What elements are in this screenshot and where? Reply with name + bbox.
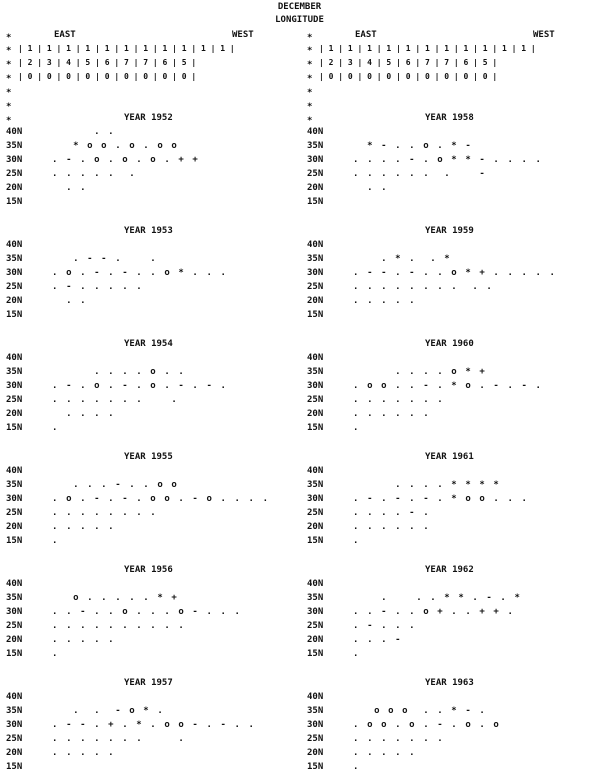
latitude-label: 25N	[6, 734, 23, 744]
longitude-row-tens: | 2 | 3 | 4 | 5 | 6 | 7 | 7 | 6 | 5 |	[18, 58, 197, 67]
west-label: WEST	[232, 30, 254, 40]
east-label: EAST	[355, 30, 377, 40]
header-star: *	[307, 60, 313, 70]
year-title: YEAR 1958	[425, 113, 474, 123]
data-row: . . - o * .	[38, 706, 165, 716]
data-row: . - - . .	[38, 254, 158, 264]
latitude-label: 40N	[6, 127, 23, 137]
data-row: . - . o . - . o . - . - .	[38, 381, 228, 391]
data-row: .	[38, 423, 60, 433]
data-row: . o o . o . - . o . o	[339, 720, 501, 730]
latitude-label: 20N	[307, 748, 324, 758]
month-title: DECEMBER	[277, 2, 322, 12]
header-star: *	[6, 102, 12, 112]
data-row: . . . . . .	[339, 409, 431, 419]
latitude-label: 15N	[6, 762, 23, 772]
latitude-label: 40N	[6, 240, 23, 250]
latitude-label: 35N	[6, 480, 23, 490]
header-star: *	[6, 46, 12, 56]
longitude-row-units: | 0 | 0 | 0 | 0 | 0 | 0 | 0 | 0 | 0 |	[18, 72, 197, 81]
latitude-label: 20N	[307, 296, 324, 306]
year-title: YEAR 1962	[425, 565, 474, 575]
latitude-label: 30N	[307, 720, 324, 730]
data-row: . - . o . o . o . + +	[38, 155, 200, 165]
data-row: . .	[339, 183, 389, 193]
latitude-label: 15N	[6, 197, 23, 207]
latitude-label: 25N	[6, 169, 23, 179]
latitude-label: 35N	[6, 254, 23, 264]
header-star: *	[307, 102, 313, 112]
latitude-label: 35N	[307, 141, 324, 151]
latitude-label: 15N	[6, 310, 23, 320]
latitude-label: 30N	[307, 381, 324, 391]
data-row: . - - . + . * . o o - . - . .	[38, 720, 256, 730]
year-title: YEAR 1954	[124, 339, 173, 349]
year-title: YEAR 1961	[425, 452, 474, 462]
latitude-label: 40N	[307, 240, 324, 250]
latitude-label: 25N	[6, 508, 23, 518]
data-row: .	[339, 536, 361, 546]
latitude-label: 25N	[307, 734, 324, 744]
right-column	[301, 0, 599, 775]
latitude-label: 25N	[307, 621, 324, 631]
header-star: *	[307, 74, 313, 84]
latitude-label: 15N	[307, 197, 324, 207]
latitude-label: 40N	[307, 353, 324, 363]
latitude-label: 15N	[307, 536, 324, 546]
latitude-label: 35N	[307, 480, 324, 490]
latitude-label: 20N	[307, 183, 324, 193]
data-row: . . . - . . o o	[38, 480, 179, 490]
latitude-label: 15N	[307, 423, 324, 433]
latitude-label: 20N	[6, 522, 23, 532]
latitude-label: 20N	[307, 409, 324, 419]
header-star: *	[6, 88, 12, 98]
latitude-label: 40N	[307, 579, 324, 589]
data-row: * o o . o . o o	[38, 141, 179, 151]
latitude-label: 35N	[307, 367, 324, 377]
year-title: YEAR 1952	[124, 113, 173, 123]
data-row: . . . .	[38, 409, 116, 419]
axis-title: LONGITUDE	[275, 15, 324, 25]
latitude-label: 15N	[6, 423, 23, 433]
header-star: *	[307, 46, 313, 56]
data-row: . . . -	[339, 635, 403, 645]
east-label: EAST	[54, 30, 76, 40]
latitude-label: 30N	[307, 268, 324, 278]
latitude-label: 40N	[6, 692, 23, 702]
data-row: . . . . . .	[38, 169, 137, 179]
latitude-label: 30N	[6, 155, 23, 165]
header-star: *	[6, 74, 12, 84]
data-row: . . . . . . .	[339, 395, 445, 405]
data-row: . . . . .	[339, 296, 417, 306]
latitude-label: 35N	[6, 141, 23, 151]
latitude-label: 20N	[307, 522, 324, 532]
year-title: YEAR 1953	[124, 226, 173, 236]
longitude-row-hundreds: | 1 | 1 | 1 | 1 | 1 | 1 | 1 | 1 | 1 | 1 | 1 |	[18, 44, 235, 53]
data-row: . . . . . . . -	[339, 169, 487, 179]
data-row: * - . . o . * -	[339, 141, 473, 151]
data-row: . o o . . - . * o . - . - .	[339, 381, 543, 391]
latitude-label: 40N	[307, 692, 324, 702]
latitude-label: 40N	[6, 579, 23, 589]
latitude-label: 40N	[6, 466, 23, 476]
data-row: . . . . . . .	[339, 734, 445, 744]
data-row: . - . . . . .	[38, 282, 144, 292]
latitude-label: 40N	[307, 466, 324, 476]
data-row: . . . . .	[38, 635, 116, 645]
data-row: . . . * * . - . *	[339, 593, 522, 603]
latitude-label: 30N	[307, 607, 324, 617]
latitude-label: 20N	[6, 183, 23, 193]
latitude-label: 35N	[307, 706, 324, 716]
longitude-row-units: | 0 | 0 | 0 | 0 | 0 | 0 | 0 | 0 | 0 |	[319, 72, 498, 81]
left-column	[0, 0, 299, 775]
header-star: *	[307, 88, 313, 98]
data-row: .	[38, 536, 60, 546]
data-row: . . . . . .	[339, 522, 431, 532]
data-row: . . . . o . .	[38, 367, 186, 377]
latitude-label: 30N	[307, 494, 324, 504]
latitude-label: 25N	[307, 282, 324, 292]
data-row: . . . . - .	[339, 508, 431, 518]
data-row: . . . . o * +	[339, 367, 487, 377]
data-row: . - . - . - . * o o . . .	[339, 494, 529, 504]
latitude-label: 40N	[307, 127, 324, 137]
data-row: . .	[38, 296, 88, 306]
latitude-label: 15N	[307, 649, 324, 659]
data-row: .	[38, 649, 60, 659]
data-row: .	[339, 762, 361, 772]
latitude-label: 25N	[307, 169, 324, 179]
latitude-label: 35N	[6, 367, 23, 377]
latitude-label: 15N	[307, 762, 324, 772]
latitude-label: 30N	[6, 494, 23, 504]
longitude-row-hundreds: | 1 | 1 | 1 | 1 | 1 | 1 | 1 | 1 | 1 | 1 | 1 |	[319, 44, 536, 53]
data-row: . . . . .	[38, 748, 116, 758]
year-title: YEAR 1955	[124, 452, 173, 462]
latitude-label: 35N	[307, 254, 324, 264]
data-row: . . . . * * * *	[339, 480, 501, 490]
latitude-label: 35N	[6, 593, 23, 603]
latitude-label: 25N	[6, 282, 23, 292]
header-star: *	[6, 60, 12, 70]
west-label: WEST	[533, 30, 555, 40]
data-row: . . . . - . o * * - . . . .	[339, 155, 543, 165]
year-title: YEAR 1963	[425, 678, 474, 688]
latitude-label: 25N	[6, 621, 23, 631]
latitude-label: 20N	[6, 748, 23, 758]
latitude-label: 20N	[6, 635, 23, 645]
data-row: . . - . . o + . . + + .	[339, 607, 515, 617]
latitude-label: 20N	[307, 635, 324, 645]
data-row: o o o . . * - .	[339, 706, 487, 716]
data-row: o . . . . . * +	[38, 593, 179, 603]
data-row: . * . . *	[339, 254, 452, 264]
data-row: . . . . . . . .	[38, 508, 158, 518]
data-row: . . . . .	[38, 522, 116, 532]
latitude-label: 40N	[6, 353, 23, 363]
data-row: . - - . - . . o * + . . . . .	[339, 268, 557, 278]
data-row: . . - . . o . . . o - . . .	[38, 607, 242, 617]
latitude-label: 15N	[6, 536, 23, 546]
latitude-label: 35N	[307, 593, 324, 603]
latitude-label: 30N	[6, 381, 23, 391]
latitude-label: 30N	[307, 155, 324, 165]
latitude-label: 30N	[6, 607, 23, 617]
data-row: .	[339, 423, 361, 433]
data-row: . o . - . - . . o * . . .	[38, 268, 228, 278]
data-row: . .	[38, 183, 88, 193]
data-row: . . . . . . . . . .	[38, 621, 186, 631]
year-title: YEAR 1960	[425, 339, 474, 349]
latitude-label: 15N	[307, 310, 324, 320]
header-star: *	[307, 116, 313, 126]
latitude-label: 20N	[6, 409, 23, 419]
data-row: . .	[38, 127, 116, 137]
latitude-label: 15N	[6, 649, 23, 659]
latitude-label: 25N	[307, 395, 324, 405]
header-star: *	[307, 33, 313, 43]
latitude-label: 25N	[307, 508, 324, 518]
latitude-label: 30N	[6, 268, 23, 278]
header-star: *	[6, 116, 12, 126]
data-row: . - . . .	[339, 621, 417, 631]
data-row: . . . . . . . . . .	[339, 282, 494, 292]
year-title: YEAR 1959	[425, 226, 474, 236]
latitude-label: 35N	[6, 706, 23, 716]
data-row: . . . . . . . .	[38, 395, 179, 405]
year-title: YEAR 1956	[124, 565, 173, 575]
longitude-row-tens: | 2 | 3 | 4 | 5 | 6 | 7 | 7 | 6 | 5 |	[319, 58, 498, 67]
data-row: . . . . .	[339, 748, 417, 758]
latitude-label: 25N	[6, 395, 23, 405]
latitude-label: 20N	[6, 296, 23, 306]
data-row: . o . - . - . o o . - o . . . .	[38, 494, 270, 504]
header-star: *	[6, 33, 12, 43]
data-row: . . . . . . . .	[38, 734, 186, 744]
data-row: .	[339, 649, 361, 659]
latitude-label: 30N	[6, 720, 23, 730]
year-title: YEAR 1957	[124, 678, 173, 688]
